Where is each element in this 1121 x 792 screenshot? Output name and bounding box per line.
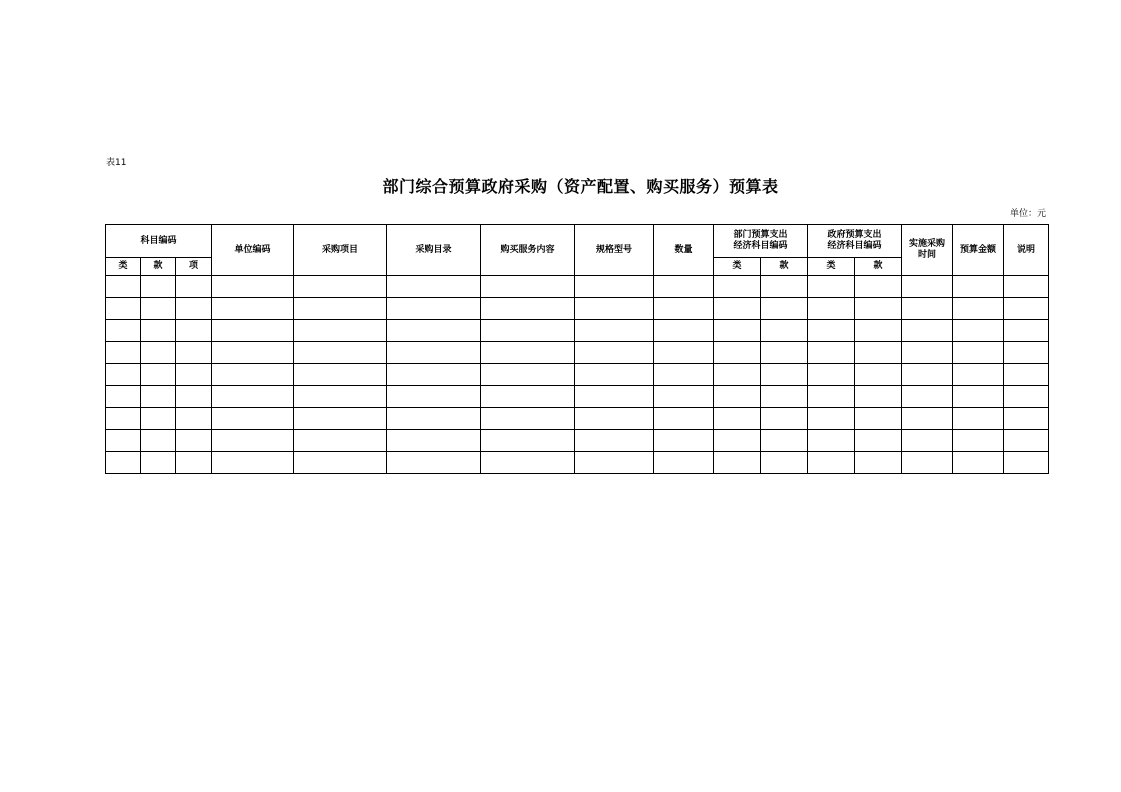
table-cell [855,386,902,408]
table-cell [902,298,953,320]
header-impl-time [902,225,953,276]
table-cell [212,430,294,452]
table-cell [212,342,294,364]
table-row [106,320,1049,342]
table-cell [106,342,141,364]
table-cell [654,276,714,298]
table-cell [1004,452,1049,474]
table-cell [761,430,808,452]
table-cell [1004,364,1049,386]
table-cell [294,364,387,386]
table-cell [808,452,855,474]
table-cell [294,320,387,342]
header-budget-amount: 预算金额 [953,225,1004,276]
table-cell [714,364,761,386]
table-cell [654,342,714,364]
table-cell [953,452,1004,474]
table-cell [212,320,294,342]
table-cell [654,298,714,320]
table-cell [481,342,575,364]
table-cell [481,430,575,452]
table-cell [106,298,141,320]
table-cell [575,298,654,320]
table-cell [714,430,761,452]
header-quantity: 数量 [654,225,714,276]
header-impl-time-line1: 实施采购 [909,239,946,249]
table-cell [481,386,575,408]
table-cell [808,408,855,430]
table-cell [294,298,387,320]
table-cell [714,452,761,474]
table-cell [714,408,761,430]
table-cell [575,342,654,364]
table-cell [176,364,212,386]
table-cell [481,298,575,320]
table-cell [294,430,387,452]
table-cell [176,452,212,474]
table-cell [212,364,294,386]
table-cell [176,276,212,298]
header-category: 类 [106,258,141,276]
table-cell [176,320,212,342]
table-cell [714,342,761,364]
table-cell [654,364,714,386]
table-cell [953,342,1004,364]
table-cell [106,452,141,474]
table-cell [714,320,761,342]
table-row [106,430,1049,452]
table-cell [654,386,714,408]
table-cell [141,320,176,342]
table-cell [761,298,808,320]
table-cell [1004,320,1049,342]
table-cell [714,276,761,298]
table-cell [141,298,176,320]
table-cell [575,386,654,408]
table-cell [808,298,855,320]
table-row [106,386,1049,408]
table-cell [855,342,902,364]
table-cell [141,408,176,430]
header-subject-code: 科目编码 [106,225,212,258]
table-cell [953,320,1004,342]
table-cell [176,408,212,430]
table-cell [902,342,953,364]
table-row [106,408,1049,430]
table-row [106,364,1049,386]
table-cell [387,408,481,430]
table-cell [212,408,294,430]
table-cell [387,342,481,364]
table-cell [387,452,481,474]
table-cell [1004,276,1049,298]
table-cell [1004,342,1049,364]
table-row [106,452,1049,474]
table-cell [212,452,294,474]
table-cell [808,276,855,298]
table-cell [481,276,575,298]
table-cell [387,386,481,408]
table-cell [481,320,575,342]
header-spec-model: 规格型号 [575,225,654,276]
header-impl-time-line2: 时间 [918,250,937,260]
header-item: 项 [176,258,212,276]
table-cell [212,386,294,408]
table-cell [1004,298,1049,320]
table-cell [714,386,761,408]
table-cell [387,430,481,452]
table-cell [176,298,212,320]
header-dept-section: 款 [761,258,808,276]
table-cell [294,276,387,298]
table-cell [575,276,654,298]
header-service-content: 购买服务内容 [481,225,575,276]
table-cell [141,276,176,298]
table-cell [575,408,654,430]
table-row [106,298,1049,320]
table-cell [1004,386,1049,408]
table-cell [953,298,1004,320]
table-cell [106,364,141,386]
table-cell [855,276,902,298]
table-cell [387,298,481,320]
header-gov-section: 款 [855,258,902,276]
table-cell [808,364,855,386]
header-procurement-project: 采购项目 [294,225,387,276]
table-cell [761,364,808,386]
table-cell [855,430,902,452]
table-cell [575,320,654,342]
table-cell [212,276,294,298]
table-cell [855,408,902,430]
header-dept-econ-code-line1: 部门预算支出 [733,230,788,240]
table-cell [654,430,714,452]
table-cell [714,298,761,320]
table-cell [902,408,953,430]
header-dept-econ-code-line2: 经济科目编码 [733,241,788,251]
table-cell [294,408,387,430]
table-cell [953,364,1004,386]
header-section: 款 [141,258,176,276]
header-unit-code: 单位编码 [212,225,294,276]
table-cell [761,408,808,430]
table-cell [953,408,1004,430]
header-dept-category: 类 [714,258,761,276]
table-cell [902,452,953,474]
table-cell [808,320,855,342]
table-cell [106,430,141,452]
table-cell [106,386,141,408]
table-cell [761,386,808,408]
header-gov-category: 类 [808,258,855,276]
table-cell [855,320,902,342]
table-cell [855,452,902,474]
table-cell [212,298,294,320]
table-cell [141,342,176,364]
table-cell [294,386,387,408]
table-cell [654,408,714,430]
table-cell [953,430,1004,452]
table-cell [761,342,808,364]
table-cell [953,386,1004,408]
table-cell [902,364,953,386]
header-gov-econ-code-line2: 经济科目编码 [827,241,882,251]
table-cell [654,320,714,342]
table-cell [387,320,481,342]
table-cell [902,386,953,408]
table-body [106,276,1049,474]
table-cell [902,276,953,298]
unit-label: 单位：元 [1009,209,1046,219]
table-cell [575,452,654,474]
table-cell [481,452,575,474]
table-cell [294,452,387,474]
table-cell [141,386,176,408]
table-cell [808,342,855,364]
header-procurement-catalog: 采购目录 [387,225,481,276]
table-cell [141,430,176,452]
table-cell [1004,430,1049,452]
table-cell [902,320,953,342]
table-number: 表11 [106,158,127,168]
page-title: 部门综合预算政府采购（资产配置、购买服务）预算表 [382,177,779,196]
table-cell [176,430,212,452]
table-cell [761,320,808,342]
table-cell [294,342,387,364]
header-gov-econ-code [808,225,902,258]
procurement-budget-table [105,224,1049,474]
header-gov-econ-code-line1: 政府预算支出 [827,230,882,240]
header-dept-econ-code [714,225,808,258]
table-row [106,276,1049,298]
table-cell [141,452,176,474]
table-cell [106,276,141,298]
table-cell [106,320,141,342]
table-cell [575,430,654,452]
table-cell [761,276,808,298]
table-cell [902,430,953,452]
table-cell [106,408,141,430]
table-cell [855,364,902,386]
table-cell [387,276,481,298]
table-cell [141,364,176,386]
table-cell [1004,408,1049,430]
table-cell [761,452,808,474]
table-cell [953,276,1004,298]
header-notes: 说明 [1004,225,1049,276]
table-cell [855,298,902,320]
table-row [106,342,1049,364]
table-cell [481,364,575,386]
table-cell [387,364,481,386]
table-cell [575,364,654,386]
table-cell [176,386,212,408]
table-cell [808,430,855,452]
table-cell [481,408,575,430]
table-cell [654,452,714,474]
table-cell [176,342,212,364]
table-cell [808,386,855,408]
